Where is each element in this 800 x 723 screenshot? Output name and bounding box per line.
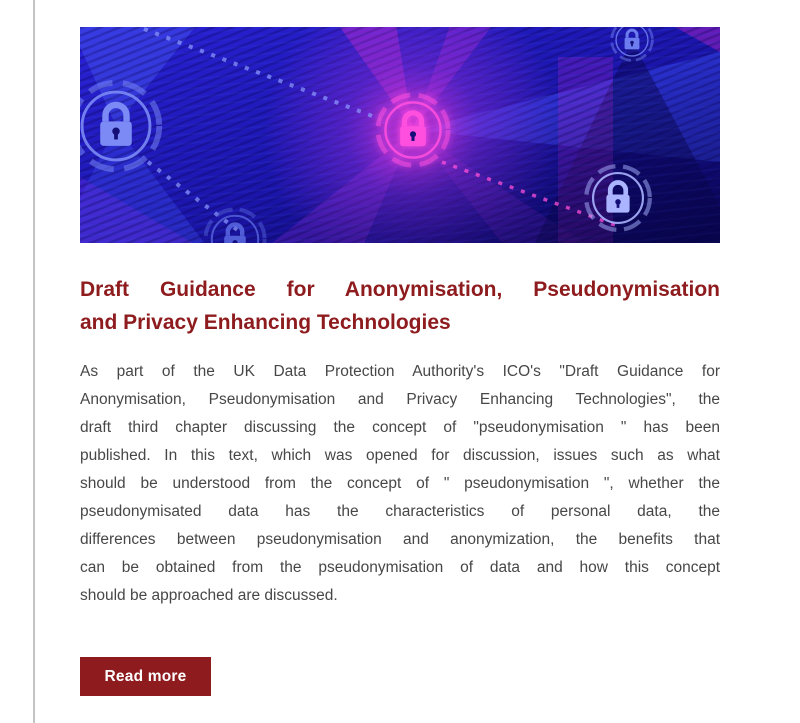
body-line: published. In this text, which was opened for discussion, issues such as what (80, 447, 720, 464)
cyber-locks-illustration (80, 27, 720, 243)
body-line: pseudonymisated data has the characteristics of personal data, the (80, 503, 720, 520)
body-line: Anonymisation, Pseudonymisation and Privacy Enhancing Technologies", the (80, 391, 720, 408)
body-line: differences between pseudonymisation and anonymization, the benefits that (80, 531, 720, 548)
article-title-line: and Privacy Enhancing Technologies (80, 311, 451, 334)
article-body (80, 358, 720, 610)
body-line: should be approached are discussed. (80, 587, 338, 604)
hero-image (80, 27, 720, 243)
body-line: draft third chapter discussing the concept of "pseudonymisation " has been (80, 419, 720, 436)
body-line: should be understood from the concept of " pseudonymisation ", whether the (80, 475, 720, 492)
read-more-button[interactable]: Read more (80, 657, 211, 696)
body-line: As part of the UK Data Protection Authority's ICO's "Draft Guidance for (80, 363, 720, 380)
left-divider-line (33, 0, 35, 723)
article-title-line: Draft Guidance for Anonymisation, Pseudonymisation (80, 278, 720, 301)
article-title (80, 273, 720, 339)
body-line: can be obtained from the pseudonymisation of data and how this concept (80, 559, 720, 576)
